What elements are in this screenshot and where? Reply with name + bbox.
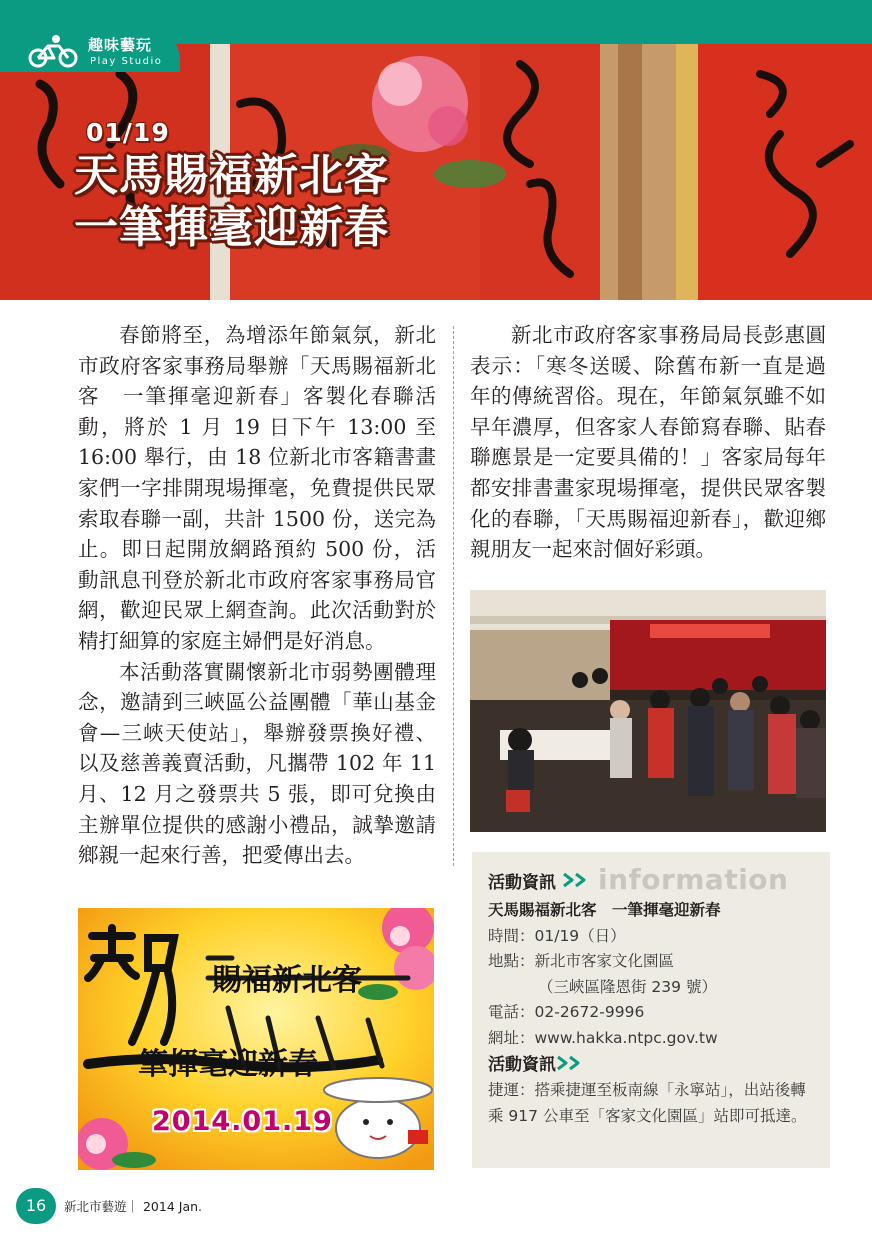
info-heading-label: 活動資訊 bbox=[488, 872, 556, 893]
double-chevron-icon bbox=[556, 1055, 582, 1071]
transit-heading-label: 活動資訊 bbox=[488, 1055, 556, 1075]
event-photo bbox=[470, 590, 826, 832]
event-poster bbox=[78, 908, 434, 1170]
poster-title-2: 筆揮毫迎新春 bbox=[138, 1047, 318, 1082]
publication-footer: 新北市藝遊｜ 2014 Jan. bbox=[64, 1199, 203, 1214]
poster-title-1: 賜福新北客 bbox=[212, 963, 362, 998]
info-phone: 電話：02-2672-9996 bbox=[488, 1003, 645, 1021]
info-time: 時間：01/19（日） bbox=[488, 926, 626, 945]
event-info-box bbox=[472, 852, 830, 1168]
column-divider bbox=[453, 326, 454, 866]
article-title bbox=[74, 150, 389, 254]
info-heading bbox=[488, 863, 789, 896]
article-right-column bbox=[470, 320, 826, 565]
hero-banner bbox=[0, 44, 872, 300]
info-heading-en: information bbox=[598, 863, 789, 896]
info-transit: 捷運：搭乘捷運至板南線「永寧站」，出站後轉乘 917 公車至「客家文化園區」站即可抵達。 bbox=[488, 1081, 807, 1125]
title-line-2: 一筆揮毫迎新春 bbox=[74, 202, 389, 253]
section-title: 趣味藝玩 bbox=[88, 36, 153, 54]
info-venue: 地點：新北市客家文化園區 bbox=[488, 952, 675, 970]
info-website: 網址：www.hakka.ntpc.gov.tw bbox=[488, 1028, 718, 1047]
info-details bbox=[488, 898, 818, 1051]
info-event-name: 天馬賜福新北客 一筆揮毫迎新春 bbox=[488, 901, 721, 919]
article-left-column bbox=[78, 320, 436, 871]
transit-heading bbox=[488, 1050, 582, 1075]
bicycle-icon bbox=[28, 34, 78, 68]
poster-date: 2014.01.19 bbox=[152, 1106, 333, 1137]
event-date-heading: 01/19 bbox=[86, 118, 170, 147]
section-tab bbox=[0, 26, 180, 72]
paragraph: 本活動落實關懷新北市弱勢團體理念，邀請到三峽區公益團體「華山基金會—三峽天使站」，舉辦發票換好禮、以及慈善義賣活動，凡攜帶 102 年 11 月、12 月之發票共 5 張，即可兌換由主辦單位提供的感謝小禮品，誠摯邀請鄉親一起來行善，把愛傳出去。 bbox=[78, 659, 436, 868]
page-number: 16 bbox=[16, 1188, 56, 1224]
section-subtitle: Play Studio bbox=[90, 56, 163, 67]
info-venue-address: （三峽區隆恩街 239 號） bbox=[538, 977, 717, 996]
double-chevron-icon bbox=[562, 872, 588, 888]
paragraph: 新北市政府客家事務局局長彭惠圓表示：「寒冬送暖、除舊布新一直是過年的傳統習俗。現在，年節氣氛雖不如早年濃厚，但客家人春節寫春聯、貼春聯應景是一定要具備的！」客家局每年都安排書畫家現場揮毫，提供民眾客製化的春聯，「天馬賜福迎新春」，歡迎鄉親朋友一起來討個好彩頭。 bbox=[470, 323, 826, 562]
paragraph: 春節將至，為增添年節氣氛，新北市政府客家事務局舉辦「天馬賜福新北客 一筆揮毫迎新春」客製化春聯活動，將於 1 月 19 日下午 13:00 至 16:00 舉行，由 18 位新北市客籍書畫家們一字排開現場揮毫，免費提供民眾索取春聯一副，共計 1500 份，送完為止。即日起開放網路預約 500 份，活動訊息刊登於新北市政府客家事務局官網，歡迎民眾上網查詢。此次活動對於精打細算的家庭主婦們是好消息。 bbox=[78, 323, 436, 653]
title-line-1: 天馬賜福新北客 bbox=[74, 150, 389, 201]
